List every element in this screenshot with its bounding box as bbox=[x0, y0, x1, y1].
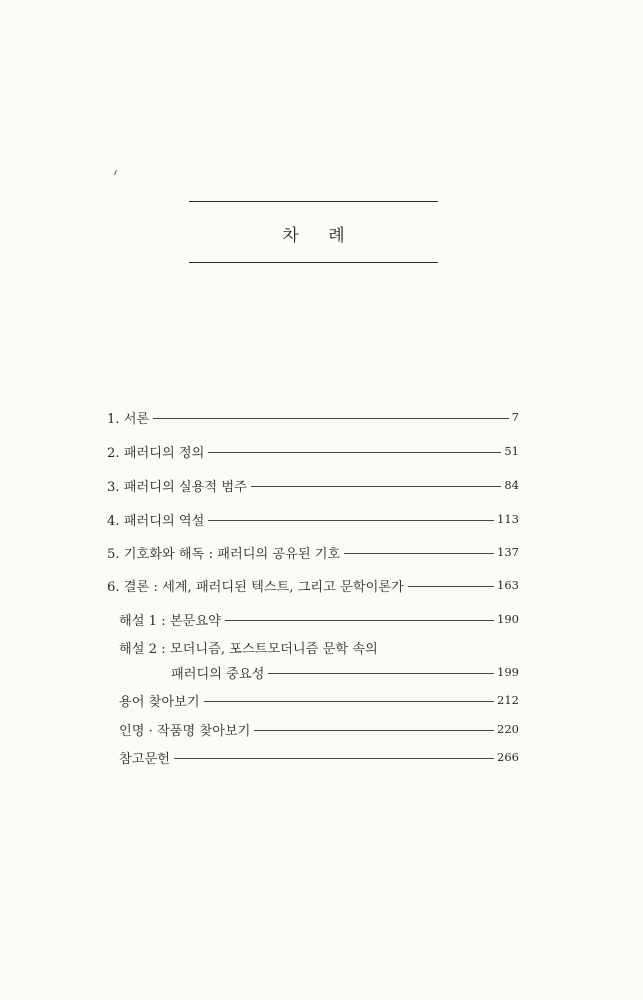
appendix-entry-label: 인명 · 작품명 찾아보기 bbox=[119, 723, 251, 739]
appendix-entry-3[interactable] bbox=[119, 689, 519, 711]
dot-leader bbox=[174, 758, 494, 759]
toc-entry-label: 1. 서론 bbox=[107, 411, 150, 427]
dot-leader bbox=[208, 452, 501, 453]
toc-entry-4[interactable] bbox=[107, 508, 519, 530]
toc-entry-3[interactable] bbox=[107, 474, 519, 496]
appendix-entry-page: 220 bbox=[497, 722, 519, 736]
toc-entry-5[interactable] bbox=[107, 541, 519, 563]
appendix-entry-label: 참고문헌 bbox=[119, 751, 170, 767]
toc-entry-label: 4. 패러디의 역설 bbox=[107, 513, 205, 529]
appendix-entry-page: 212 bbox=[497, 693, 519, 707]
toc-entry-label: 3. 패러디의 실용적 범주 bbox=[107, 479, 247, 495]
dot-leader bbox=[225, 620, 494, 621]
toc-entry-6[interactable] bbox=[107, 574, 519, 596]
title-bottom-rule bbox=[189, 262, 438, 263]
dot-leader bbox=[208, 520, 494, 521]
appendix-entry-1[interactable] bbox=[119, 608, 519, 630]
dot-leader bbox=[268, 673, 494, 674]
toc-entry-label: 5. 기호화와 해독 : 패러디의 공유된 기호 bbox=[107, 546, 341, 562]
appendix-entry-5[interactable] bbox=[119, 746, 519, 768]
appendix-entry-page: 266 bbox=[497, 750, 519, 764]
page-title: 차 례 bbox=[282, 226, 357, 246]
appendix-entry-2-line1[interactable]: 해설 2 : 모더니즘, 포스트모더니즘 문학 속의 bbox=[119, 642, 378, 657]
toc-entry-page: 7 bbox=[511, 410, 519, 424]
appendix-entry-page: 199 bbox=[497, 665, 519, 679]
appendix-entry-label: 용어 찾아보기 bbox=[119, 694, 200, 710]
appendix-entry-page: 190 bbox=[497, 612, 519, 626]
dot-leader bbox=[204, 701, 494, 702]
appendix-entry-label: 패러디의 중요성 bbox=[171, 666, 265, 682]
appendix-entry-4[interactable] bbox=[119, 718, 519, 740]
toc-entry-label: 2. 패러디의 정의 bbox=[107, 445, 205, 461]
toc-entry-1[interactable] bbox=[107, 406, 519, 428]
toc-entry-2[interactable] bbox=[107, 440, 519, 462]
dot-leader bbox=[408, 586, 494, 587]
title-top-rule bbox=[189, 201, 438, 202]
dot-leader bbox=[153, 418, 508, 419]
dot-leader bbox=[344, 553, 494, 554]
toc-entry-page: 163 bbox=[497, 578, 519, 592]
toc-entry-label: 6. 결론 : 세계, 패러디된 텍스트, 그리고 문학이론가 bbox=[107, 579, 404, 595]
appendix-entry-2[interactable] bbox=[171, 661, 519, 683]
toc-entry-page: 51 bbox=[504, 444, 519, 458]
dot-leader bbox=[254, 730, 494, 731]
dot-leader bbox=[251, 486, 502, 487]
toc-entry-page: 137 bbox=[497, 545, 519, 559]
toc-entry-page: 113 bbox=[497, 512, 519, 526]
toc-entry-page: 84 bbox=[504, 478, 519, 492]
paper-speck bbox=[114, 170, 117, 175]
appendix-entry-label: 해설 1 : 본문요약 bbox=[119, 613, 221, 629]
